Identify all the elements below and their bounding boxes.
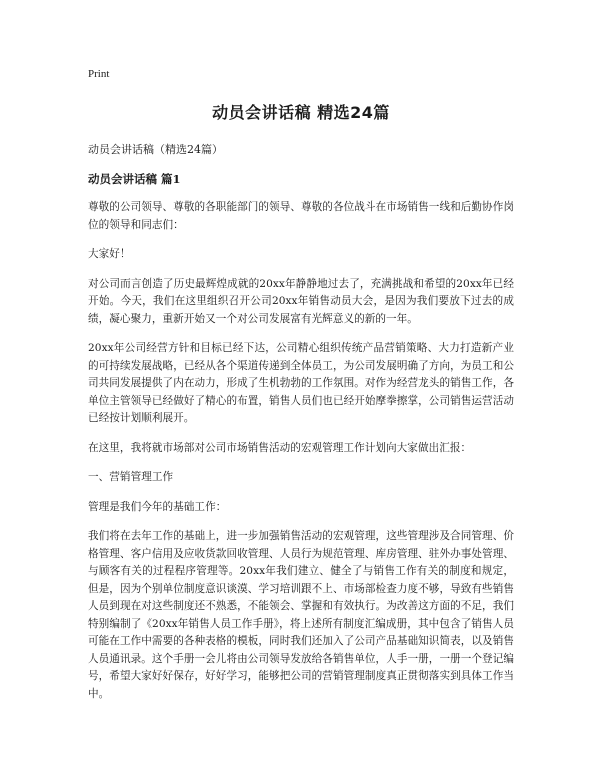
section-heading: 动员会讲话稿 篇1 — [88, 172, 181, 186]
paragraph-greeting-address: 尊敬的公司领导、尊敬的各职能部门的领导、尊敬的各位战斗在市场销售一线和后勤协作岗位的领导和同志们： — [88, 201, 514, 231]
document-subtitle: 动员会讲话稿（精选24篇） — [88, 143, 223, 156]
paragraph-strategy: 20xx年公司经营方针和目标已经下达，公司精心组织传统产品营销策略、大力打造新产业的可持续发展战略，已经从各个渠道传递到全体员工，为公司发展明确了方向，为员工和公司共同发展提供了内在动力，形成了生机勃勃的工作氛围。对作为经营龙头的销售工作，各单位主管领导已经做好了精心的布置，销售人员们也已经开始摩拳擦掌，公司销售运营活动已经按计划顺利展开。 — [88, 342, 514, 424]
paragraph-management-basis: 管理是我们今年的基础工作： — [88, 500, 227, 513]
paragraph-management-details: 我们将在去年工作的基础上，进一步加强销售活动的宏观管理，这些管理涉及合同管理、价格管理、客户信用及应收货款回收管理、人员行为规范管理、库房管理、驻外办事处管理、与顾客有关的过程程序管理等。20xx年我们建立、健全了与销售工作有关的制度和规定，但是，因为个别单位制度意识谈漠、学习培训跟不上、市场部检查力度不够，导致有些销售人员到现在对这些制度还不熟悉，不能领会、掌握和有效执行。为改善这方面的不足，我们特别编制了《20xx年销售人员工作手册》，将上述所有制度汇编成册，其中包含了销售人员可能在工作中需要的各种表格的模板，同时我们还加入了公司产品基础知识简表，以及销售人员通讯录。这个手册一会儿将由公司领导发放给各销售单位，人手一册，一册一个登记编号，希望大家好好保存，好好学习，能够把公司的营销管理制度真正贯彻落实到具体工作当中。 — [88, 530, 514, 700]
print-link[interactable]: Print — [88, 68, 110, 80]
paragraph-report-intro: 在这里，我将就市场部对公司市场销售活动的宏观管理工作计划向大家做出汇报： — [88, 441, 472, 454]
paragraph-hello: 大家好！ — [88, 248, 131, 260]
document-title: 动员会讲话稿 精选24篇 — [212, 103, 390, 122]
paragraph-intro: 对公司而言创造了历史最辉煌成就的20xx年静静地过去了，充满挑战和希望的20xx年已经开始。今天，我们在这里组织召开公司20xx年销售动员大会，是因为我们要放下过去的成绩，凝心聚力，重新开始又一个对公司发展富有光辉意义的新的一年。 — [88, 277, 514, 325]
paragraph-heading-marketing: 一、营销管理工作 — [88, 471, 174, 483]
